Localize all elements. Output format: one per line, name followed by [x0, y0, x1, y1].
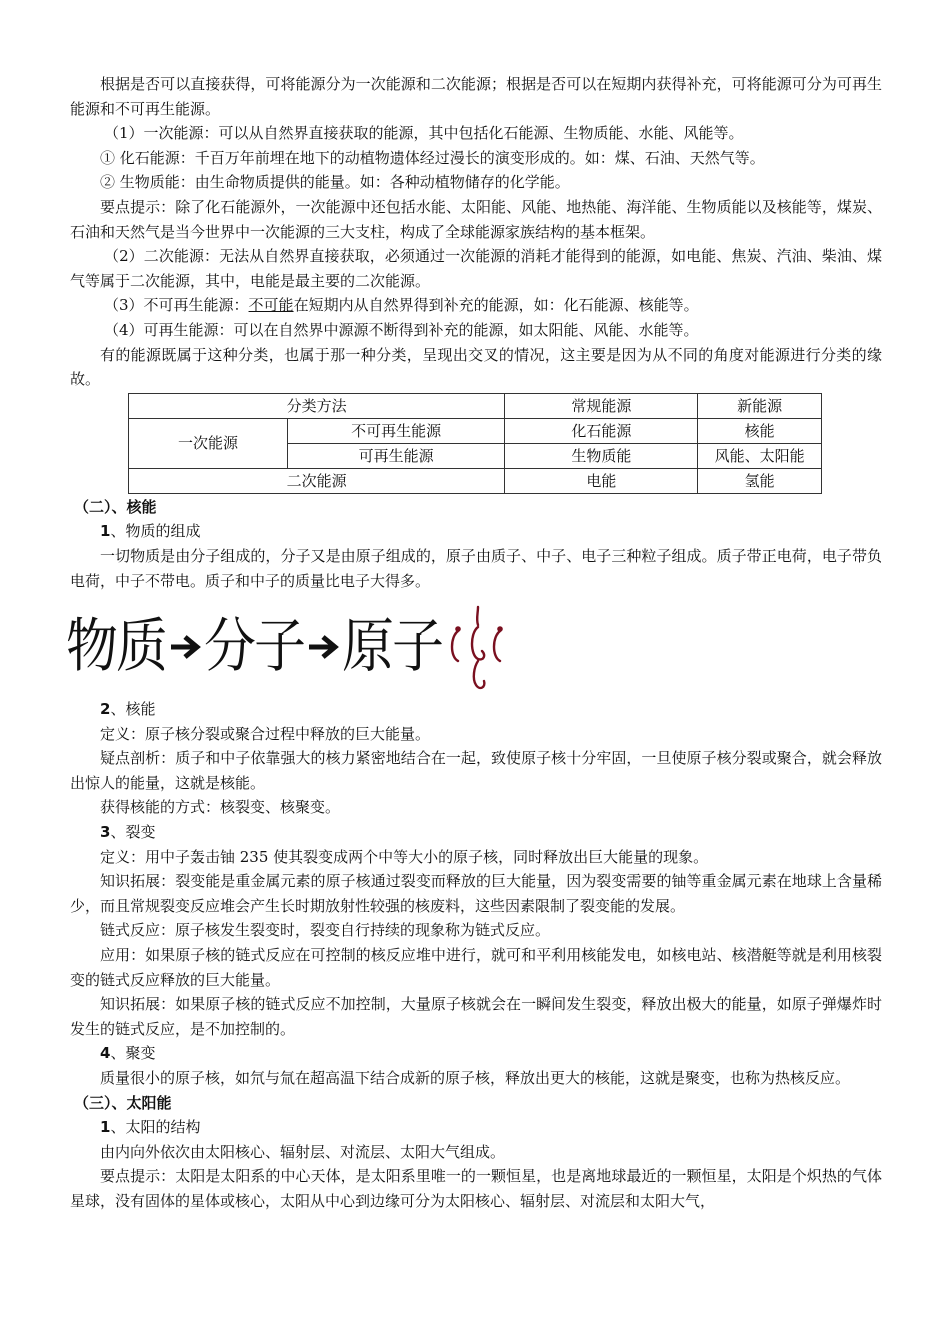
table-cell: 氢能	[698, 468, 822, 493]
biomass-energy-paragraph: ② 生物质能：由生命物质提供的能量。如：各种动植物储存的化学能。	[100, 173, 570, 192]
sun-structure-paragraph: 由内向外依次由太阳核心、辐射层、对流层、太阳大气组成。	[100, 1142, 506, 1161]
nonrenewable-energy-paragraph	[70, 293, 882, 318]
table-cell: 二次能源	[129, 468, 505, 493]
table-row	[129, 418, 822, 443]
fission-definition-paragraph: 定义：用中子轰击铀 235 使其裂变成两个中等大小的原子核，同时释放出巨大能量的现象。	[100, 847, 709, 866]
table-cell: 不可再生能源	[288, 418, 505, 443]
subheading-number: 3	[100, 823, 111, 842]
cross-classification-paragraph: 有的能源既属于这种分类，也属于那一种分类，呈现出交叉的情况，这主要是因为从不同的角度对能源进行分类的缘故。	[70, 345, 882, 389]
energy-classification-table	[128, 393, 822, 494]
document-page	[66, 72, 882, 1214]
nonrenewable-text: 在短期内从自然界得到补充的能源，如：化石能源、核能等。	[293, 296, 699, 315]
table-cell: 生物质能	[505, 443, 698, 468]
subheading	[70, 697, 882, 722]
subheading-title: 、物质的组成	[110, 522, 201, 541]
fission-extension-paragraph-2: 知识拓展：如果原子核的链式反应不加控制，大量原子核就会在一瞬间发生裂变，释放出极大的能量，如原子弹爆炸时发生的链式反应，是不加控制的。	[70, 995, 882, 1038]
renewable-energy-paragraph: （4）可再生能源：可以在自然界中源源不断得到补充的能源，如太阳能、风能、水能等。	[104, 320, 699, 339]
subheading-title: 、太阳的结构	[110, 1118, 201, 1137]
subheading-number: 2	[100, 700, 111, 719]
chain-reaction-paragraph: 链式反应：原子核发生裂变时，裂变自行持续的现象称为链式反应。	[100, 921, 551, 940]
fission-extension-paragraph: 知识拓展：裂变能是重金属元素的原子核通过裂变而释放的巨大能量，因为裂变需要的铀等重金属元素在地球上含量稀少，而且常规裂变反应堆会产生长时期放射性较强的核废料，这些因素限制了裂变能的发展。	[70, 872, 882, 915]
subheading-title: 、聚变	[110, 1044, 156, 1063]
table-cell: 核能	[698, 418, 822, 443]
fusion-paragraph: 质量很小的原子核，如氘与氚在超高温下结合成新的原子核，释放出更大的核能，这就是聚变，也称为热核反应。	[100, 1069, 851, 1087]
section-heading-solar: （三）、太阳能	[74, 1093, 172, 1112]
secondary-energy-paragraph: （2）二次能源：无法从自然界直接获取，必须通过一次能源的消耗才能得到的能源，如电能、焦炭、汽油、柴油、煤气等属于二次能源，其中，电能是最主要的二次能源。	[70, 247, 882, 290]
primary-energy-paragraph: （1）一次能源：可以从自然界直接获取的能源，其中包括化石能源、生物质能、水能、风能等。	[104, 124, 744, 143]
nuclear-analysis-paragraph: 疑点剖析：质子和中子依靠强大的核力紧密地结合在一起，致使原子核十分牢固，一旦使原子核分裂或聚合，就会释放出惊人的能量，这就是核能。	[70, 749, 882, 792]
underlined-text: 不可能	[248, 296, 294, 315]
table-row	[129, 393, 822, 418]
table-cell: 可再生能源	[288, 443, 505, 468]
subheading-number: 1	[100, 1118, 111, 1137]
subheading-title: 、核能	[110, 700, 156, 719]
subheading	[70, 1041, 882, 1066]
table-cell: 常规能源	[505, 393, 698, 418]
table-cell: 一次能源	[129, 418, 288, 468]
arrow-right-icon	[168, 632, 202, 662]
intro-paragraph: 根据是否可以直接获得，可将能源分为一次能源和二次能源；根据是否可以在短期内获得补充，可将能源可分为可再生能源和不可再生能源。	[70, 75, 882, 118]
table-cell: 化石能源	[505, 418, 698, 443]
subheading	[70, 519, 882, 544]
matter-structure-figure	[66, 599, 882, 695]
particle-glyphs-icon	[446, 601, 510, 693]
arrow-right-icon	[306, 632, 340, 662]
table-cell: 分类方法	[129, 393, 505, 418]
figure-matter-label: 物质	[66, 613, 167, 681]
section-heading-nuclear: （二）、核能	[74, 497, 157, 516]
table-cell: 电能	[505, 468, 698, 493]
subheading	[70, 1115, 882, 1140]
matter-composition-paragraph: 一切物质是由分子组成的，分子又是由原子组成的，原子由质子、中子、电子三种粒子组成。质子带正电荷，电子带负电荷，中子不带电。质子和中子的质量比电子大得多。	[70, 546, 882, 590]
nuclear-methods-paragraph: 获得核能的方式：核裂变、核聚变。	[100, 798, 341, 817]
table-cell: 风能、太阳能	[698, 443, 822, 468]
fission-application-paragraph: 应用：如果原子核的链式反应在可控制的核反应堆中进行，就可和平利用核能发电，如核电站、核潜艇等就是利用核裂变的链式反应释放的巨大能量。	[70, 946, 882, 989]
nuclear-definition-paragraph: 定义：原子核分裂或聚合过程中释放的巨大能量。	[100, 724, 431, 743]
figure-molecule-label: 分子	[204, 613, 305, 681]
fossil-energy-paragraph: ① 化石能源：千百万年前埋在地下的动植物遗体经过漫长的演变形成的。如：煤、石油、天然气等。	[100, 148, 765, 167]
figure-atom-label: 原子	[342, 613, 443, 681]
subheading	[70, 820, 882, 845]
table-cell: 新能源	[698, 393, 822, 418]
key-tip-paragraph: 要点提示：除了化石能源外，一次能源中还包括水能、太阳能、风能、地热能、海洋能、生物质能以及核能等，煤炭、石油和天然气是当今世界中一次能源的三大支柱，构成了全球能源家族结构的基本框架。	[70, 197, 882, 241]
table-row	[129, 468, 822, 493]
sun-tip-paragraph: 要点提示：太阳是太阳系的中心天体，是太阳系里唯一的一颗恒星，也是离地球最近的一颗恒星，太阳是个炽热的气体星球，没有固体的星体或核心，太阳从中心到边缘可分为太阳核心、辐射层、对流层和太阳大气，	[70, 1167, 882, 1210]
subheading-number: 4	[100, 1044, 111, 1063]
subheading-title: 、裂变	[110, 823, 156, 842]
subheading-number: 1	[100, 522, 111, 541]
nonrenewable-label: （3）不可再生能源：	[104, 296, 249, 315]
